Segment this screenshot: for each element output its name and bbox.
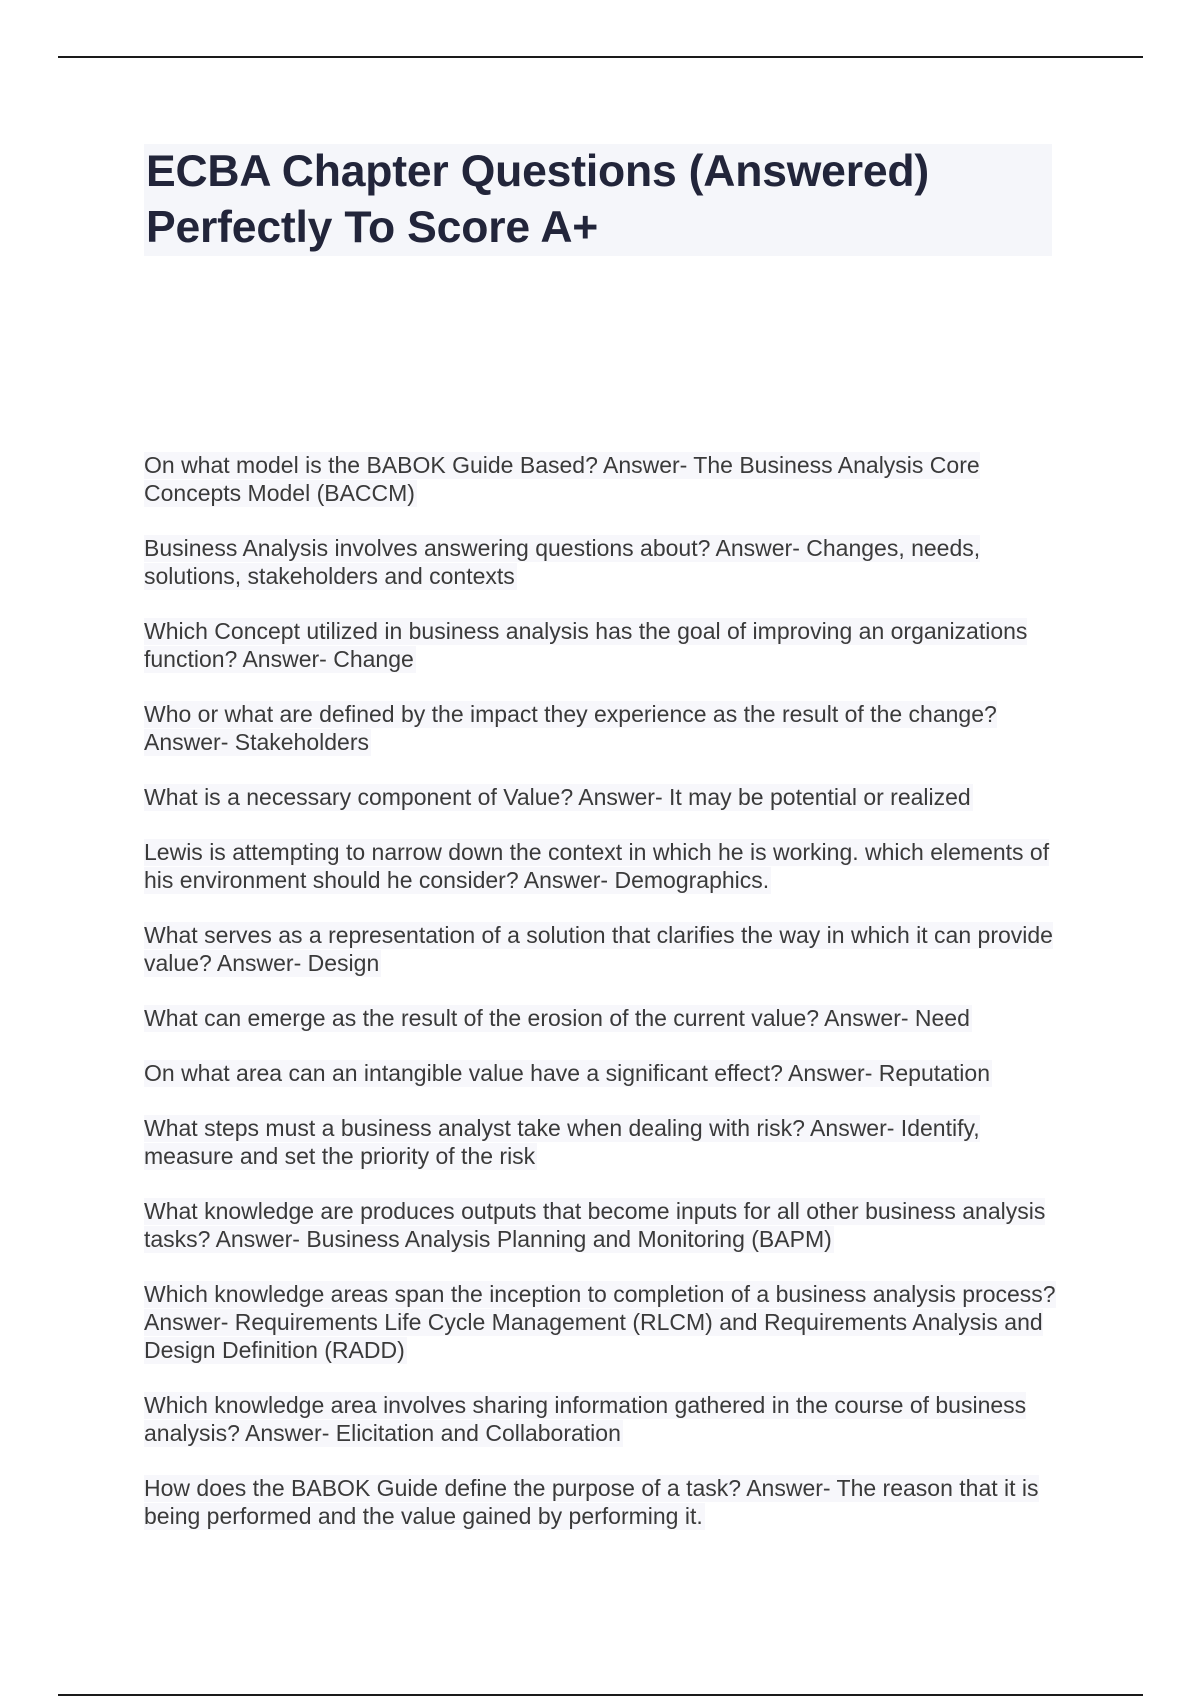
qa-item — [144, 1474, 1074, 1530]
qa-text: Which Concept utilized in business analysis has the goal of improving an organizations function? Answer- Change — [144, 618, 1028, 672]
document-title — [146, 144, 1050, 256]
qa-text: Business Analysis involves answering questions about? Answer- Changes, needs, solutions, stakeholders and contexts — [144, 535, 981, 589]
qa-text: How does the BABOK Guide define the purpose of a task? Answer- The reason that it is being performed and the value gained by performing it. — [144, 1475, 1039, 1529]
qa-item — [144, 1391, 1074, 1447]
qa-text: What steps must a business analyst take when dealing with risk? Answer- Identify, measure and set the priority of the risk — [144, 1115, 980, 1169]
title-line-2: Perfectly To Score A+ — [146, 203, 599, 252]
qa-item — [144, 451, 1074, 507]
qa-text: Lewis is attempting to narrow down the context in which he is working. which elements of his environment should he consider? Answer- Demographics. — [144, 839, 1050, 893]
qa-item — [144, 838, 1074, 894]
title-line-1: ECBA Chapter Questions (Answered) — [146, 147, 929, 196]
qa-text: What serves as a representation of a solution that clarifies the way in which it can provide value? Answer- Design — [144, 922, 1053, 976]
qa-text: On what area can an intangible value have a significant effect? Answer- Reputation — [144, 1060, 991, 1086]
qa-item — [144, 534, 1074, 590]
bottom-rule — [58, 1694, 1143, 1696]
qa-item — [144, 1059, 1074, 1087]
title-block — [144, 144, 1052, 256]
qa-item — [144, 921, 1074, 977]
qa-item — [144, 1197, 1074, 1253]
qa-item — [144, 700, 1074, 756]
qa-text: Which knowledge area involves sharing information gathered in the course of business analysis? Answer- Elicitation and Collaboration — [144, 1392, 1027, 1446]
top-rule — [58, 56, 1143, 58]
qa-item — [144, 1114, 1074, 1170]
qa-item — [144, 783, 1074, 811]
qa-text: Who or what are defined by the impact they experience as the result of the change? Answer- Stakeholders — [144, 701, 997, 755]
qa-text: What knowledge are produces outputs that become inputs for all other business analysis tasks? Answer- Business Analysis Planning and Monitoring (BAPM) — [144, 1198, 1046, 1252]
qa-text: What can emerge as the result of the erosion of the current value? Answer- Need — [144, 1005, 970, 1031]
qa-item — [144, 1004, 1074, 1032]
qa-text: On what model is the BABOK Guide Based? Answer- The Business Analysis Core Concepts Model (BACCM) — [144, 452, 980, 506]
qa-item — [144, 617, 1074, 673]
qa-text: Which knowledge areas span the inception to completion of a business analysis process? Answer- Requirements Life Cycle Management (RLCM) and Requirements Analysis and Design Definition (RADD) — [144, 1281, 1056, 1363]
qa-list — [144, 451, 1074, 1557]
qa-item — [144, 1280, 1074, 1364]
qa-text: What is a necessary component of Value? Answer- It may be potential or realized — [144, 784, 971, 810]
